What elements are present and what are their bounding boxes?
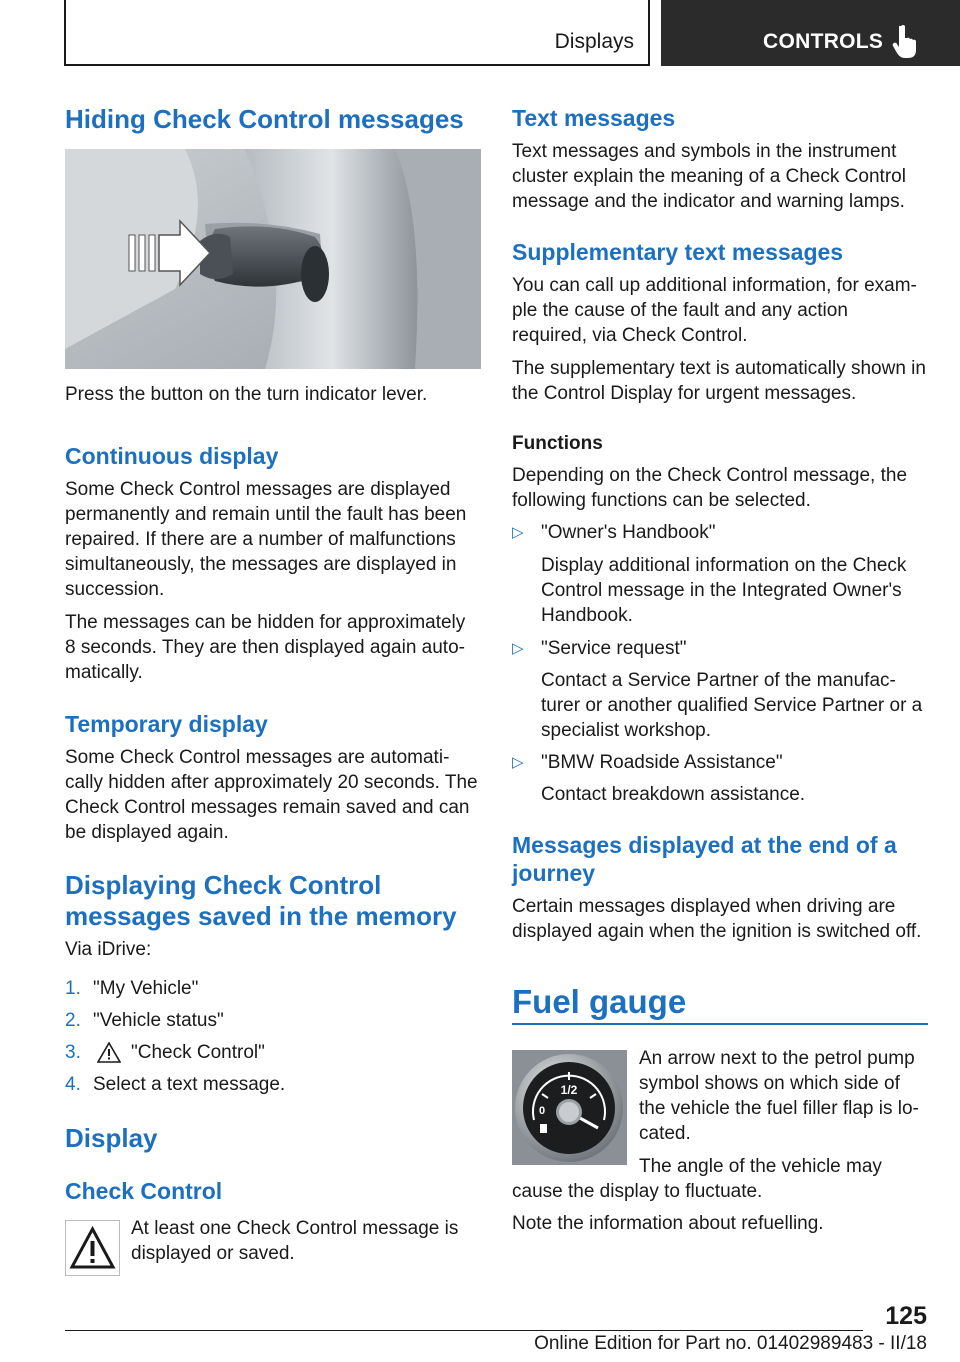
- page-number: 125: [885, 1302, 927, 1330]
- footer-rule: [65, 1330, 863, 1331]
- list-item-text: "Check Control": [131, 1042, 265, 1063]
- function-description: Contact a Service Partner of the manufacturer or another qualified Service Partner or a specialist workshop.: [541, 670, 923, 741]
- list-item-number: 2.: [65, 1010, 81, 1031]
- turn-indicator-lever-illustration: [65, 149, 481, 369]
- turn-indicator-lever-photo: [65, 149, 481, 369]
- heading-end-of-journey: Messages displayed at the end of a journey: [512, 832, 897, 886]
- heading-check-control: Check Control: [65, 1178, 223, 1204]
- header-chapter-title: CONTROLS: [763, 30, 884, 53]
- functions-paragraph: Depending on the Check Control message, the following functions can be selected.: [512, 465, 908, 511]
- gauge-zero-label: 0: [538, 1105, 546, 1117]
- gauge-half-label: 1/2: [560, 1083, 578, 1097]
- fuel-gauge-photo: [512, 1050, 627, 1165]
- figure-caption: Press the button on the turn indicator lever.: [65, 384, 428, 405]
- heading-functions: Functions: [512, 433, 603, 454]
- idrive-steps-list: [65, 976, 481, 1106]
- warning-triangle-icon: [66, 1221, 119, 1275]
- header-section-box: [64, 0, 650, 66]
- list-item-text: "Vehicle status": [93, 1010, 224, 1031]
- continuous-paragraph-1: Some Check Control messages are displayed permanently and remain until the fault has been repaired. If there are a number of malfunctions simultaneously, the messages are displayed in succession.: [65, 479, 467, 600]
- check-control-description: At least one Check Control message is displayed or saved.: [131, 1218, 459, 1264]
- triangle-bullet-icon: ▷: [512, 524, 524, 541]
- continuous-paragraph-2: The messages can be hidden for approximately 8 seconds. They are then displayed again automatically.: [65, 612, 466, 683]
- fuel-paragraph-1: An arrow next to the petrol pump symbol shows on which side of the vehicle the fuel filler flap is located.: [639, 1048, 919, 1144]
- text-messages-paragraph: Text messages and symbols in the instrument cluster explain the meaning of a Check Control message and the indicator and warning lamps.: [512, 141, 906, 212]
- list-item-number: 3.: [65, 1042, 81, 1063]
- list-item-number: 1.: [65, 978, 81, 999]
- functions-list: [512, 520, 928, 810]
- heading-fuel-gauge: Fuel gauge: [512, 983, 687, 1020]
- fuel-paragraph-2a: [639, 1154, 928, 1179]
- function-title: "Service request": [541, 638, 687, 659]
- check-control-warning-box: [65, 1220, 120, 1276]
- triangle-bullet-icon: ▷: [512, 754, 524, 771]
- function-description: Contact breakdown assistance.: [541, 784, 806, 805]
- list-item-text: Select a text message.: [93, 1074, 286, 1095]
- pointing-hand-icon: [891, 24, 921, 58]
- list-item-text: "My Vehicle": [93, 978, 199, 999]
- supplementary-paragraph-2: The supplementary text is automatically shown in the Control Display for urgent messages.: [512, 358, 926, 404]
- header-chapter-tab: [661, 0, 960, 66]
- end-of-journey-paragraph: Certain messages displayed when driving are displayed again when the ignition is switched off.: [512, 896, 922, 942]
- function-title: "Owner's Handbook": [541, 522, 716, 543]
- function-title: "BMW Roadside Assistance": [541, 752, 783, 773]
- warning-triangle-icon: [97, 1042, 121, 1063]
- list-item-number: 4.: [65, 1074, 81, 1095]
- fuel-paragraph-2-continued: cause the display to fluctuate.: [512, 1181, 763, 1202]
- triangle-bullet-icon: ▷: [512, 640, 524, 657]
- temporary-paragraph: Some Check Control messages are automatically hidden after approximately 20 seconds. The Check Control messages remain saved and can be displayed again.: [65, 747, 478, 843]
- heading-display: Display: [65, 1123, 158, 1153]
- heading-supplementary-text: Supplementary text messages: [512, 239, 844, 265]
- footer-edition: Online Edition for Part no. 01402989483 - II/18: [534, 1333, 927, 1354]
- fuel-gauge-illustration: [512, 1050, 627, 1165]
- heading-continuous-display: Continuous display: [65, 443, 279, 469]
- fuel-pump-icon: [540, 1124, 547, 1133]
- supplementary-paragraph-1: You can call up additional information, for example the cause of the fault and any action required, via Check Control.: [512, 275, 917, 346]
- function-description: Display additional information on the Check Control message in the Integrated Owner's Handbook.: [541, 555, 907, 626]
- fuel-gauge-rule: [512, 1023, 928, 1025]
- heading-hiding-check-control: Hiding Check Control messages: [65, 104, 464, 134]
- fuel-paragraph-3: Note the information about refuelling.: [512, 1213, 824, 1234]
- via-idrive-label: Via iDrive:: [65, 939, 152, 960]
- fuel-paragraph-2: The angle of the vehicle may: [639, 1156, 882, 1177]
- heading-text-messages: Text messages: [512, 105, 676, 131]
- heading-displaying-memory: Displaying Check Control messages saved in the memory: [65, 870, 457, 931]
- heading-temporary-display: Temporary display: [65, 711, 268, 737]
- header-section-title: Displays: [554, 30, 634, 53]
